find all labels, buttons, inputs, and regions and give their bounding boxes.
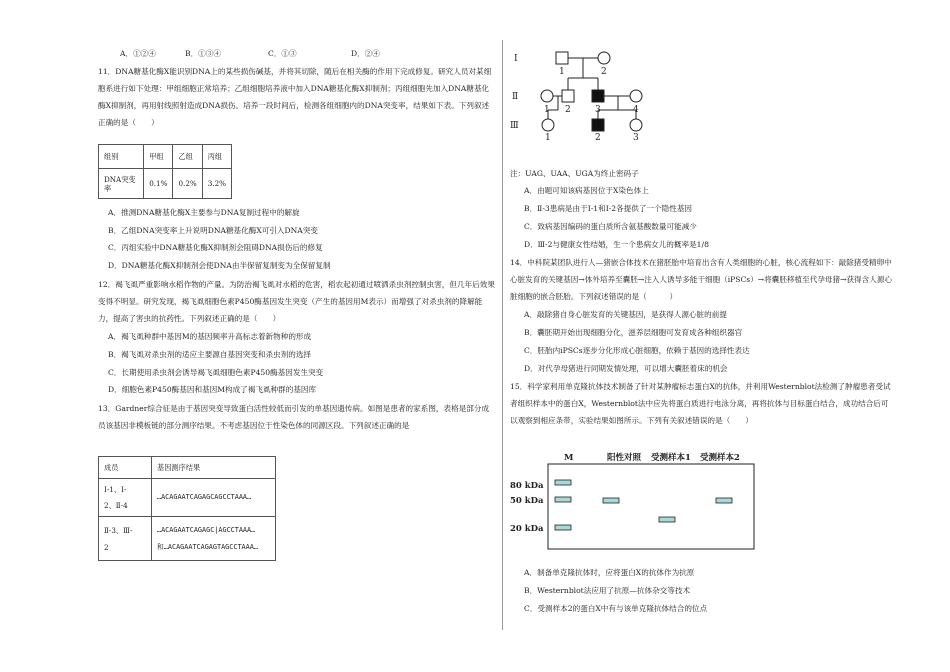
q13-row1-member-line2: 2、Ⅱ-4 (104, 500, 128, 510)
q13-table (98, 456, 276, 561)
q13-stem: 13．Gardner综合征是由于基因突变导致蛋白活性较低而引发的单基因遗传病。如图是患者的家系图，表格是部分成员该基因非模板链的部分测序结果。不考虑基因位于性染色体的同源区段。下列叙述正确的是 (98, 404, 490, 430)
gel-lane-label-sample1: 受测样本1 (651, 453, 691, 463)
q13-row2-member-line1: Ⅱ-3、Ⅲ- (104, 525, 133, 535)
pedigree-III1-num: 1 (545, 133, 551, 140)
q11-th-jia: 甲组 (144, 145, 173, 169)
pedigree-II2-male (562, 90, 574, 102)
q12-option-c: C．长期使用杀虫剂会诱导褐飞虱细胞色素P450酶基因发生突变 (108, 368, 324, 377)
pedigree-II4-num: 4 (633, 105, 639, 115)
q10-option-b: B．①③④ (185, 49, 221, 58)
gel-band-m-50 (555, 497, 571, 502)
q15-option-c: C．受测样本2的蛋白X中有与该单克隆抗体结合的位点 (524, 604, 708, 613)
q11-option-d: D．DNA糖基化酶X抑制剂会使DNA由半保留复制变为全保留复制 (108, 261, 331, 270)
q12-option-b: B．褐飞虱对杀虫剂的适应主要源自基因突变和杀虫剂的选择 (108, 350, 312, 359)
q13-row2-seq-line1: …ACAGAATCAGAGC|AGCCTAAA… (157, 525, 256, 534)
pedigree-II1-female (541, 90, 553, 102)
pedigree-II2-num: 2 (565, 105, 571, 115)
gel-lane-label-m: M (564, 453, 574, 463)
q10-option-c: C．①③ (268, 49, 297, 58)
gel-band-sample2 (716, 498, 732, 503)
q12-option-a: A．褐飞虱种群中基因M的基因频率升高标志着新物种的形成 (108, 332, 312, 341)
q13-th-member: 成员 (99, 457, 152, 479)
pedigree-I1-male (556, 52, 568, 64)
pedigree-I2-num: 2 (601, 67, 607, 77)
q14-stem: 14．中科院某团队进行人—猪嵌合体技术在猪胚胎中培育出含有人类细胞的心脏，核心流程如下：敲除猪受精卵中心脏发育的关键基因→体外培养至囊胚→注入人诱导多能干细胞（iPSCs）→将囊胚移植至代孕母猪→获得含人源心脏细胞的嵌合胚胎。下列叙述错误的是（ ） (510, 258, 893, 301)
q15-option-a: A．制备单克隆抗体时，应将蛋白X的抗体作为抗原 (524, 568, 695, 577)
pedigree-III1-female (542, 119, 554, 131)
column-divider (502, 40, 503, 630)
q12-stem: 12．褐飞虱严重影响水稻作物的产量。为防治褐飞虱对水稻的危害，稻农起初通过喷洒杀虫剂控制虫害，但几年后效果变得不明显。研究发现，褐飞虱细胞色素P450酶基因发生突变（产生的基因用M表示）而增强了对杀虫剂的降解能力，提高了害虫的抗药性。下列叙述正确的是（ ） (98, 280, 495, 323)
q13-row2-member-line2: 2 (104, 542, 109, 552)
pedigree-II1-num: 1 (544, 105, 550, 115)
pedigree-gen-II: Ⅱ (512, 92, 519, 102)
pedigree-III2-affected-male (592, 119, 604, 131)
western-blot-figure (510, 448, 770, 558)
q10-option-a: A．①②④ (120, 49, 156, 58)
q11-option-b: B．乙组DNA突变率上升说明DNA糖基化酶X可引入DNA突变 (108, 226, 318, 235)
gel-band-sample1 (659, 517, 675, 522)
q11-option-a: A．推测DNA糖基化酶X主要参与DNA复制过程中的解旋 (108, 208, 300, 217)
pedigree-gen-III: Ⅲ (510, 121, 519, 131)
q13-row2-seq (152, 517, 276, 561)
q13-option-b: B．Ⅱ-3患病是由于Ⅰ-1和Ⅰ-2各提供了一个隐性基因 (524, 204, 693, 213)
pedigree-gen-I: Ⅰ (514, 54, 518, 64)
q13-row2-member (99, 517, 152, 561)
q11-td-label: DNA突变率 (99, 169, 144, 199)
q15-stem: 15．科学家利用单克隆抗体技术制备了针对某肿瘤标志蛋白X的抗体，并利用Westernblot法检测了肿瘤患者受试者组织样本中的蛋白X，Westernblot法中应先将蛋白质进行电泳分离，再将抗体与目标蛋白结合，成功结合后可以观察到相应条带，实验结果如图所示。下列有关叙述错误的是（ ） (510, 382, 891, 425)
gel-frame (548, 464, 754, 549)
q13-option-c: C．致病基因编码的蛋白质所含氨基酸数量可能减少 (524, 222, 697, 231)
pedigree-chart (510, 40, 660, 140)
q11-stem: 11．DNA糖基化酶X能识别DNA上的某些损伤碱基，并将其切除，随后在相关酶的作用下完成修复。研究人员对某细胞系进行如下处理：甲组细胞正常培养；乙组细胞培养液中加入DNA糖基化酶X抑制剂；丙组细胞先加入DNA糖基化酶X抑制剂，再用射线照射造成DNA损伤。培养一段时间后，检测各组细胞内的DNA突变率，结果如下表。下列叙述正确的是（ ） (98, 67, 492, 127)
q11-th-yi: 乙组 (173, 145, 202, 169)
gel-band-positive (603, 498, 619, 503)
q13-th-result: 基因测序结果 (152, 457, 276, 479)
q13-row1-member-line1: Ⅰ-1、Ⅰ- (104, 484, 127, 494)
pedigree-II3-affected-male (592, 90, 604, 102)
q11-th-group: 组别 (99, 145, 144, 169)
q13-option-d: D．Ⅲ-2与健康女性结婚，生一个患病女儿的概率是1/8 (524, 240, 709, 249)
pedigree-I1-num: 1 (559, 67, 565, 77)
q11-th-bing: 丙组 (202, 145, 231, 169)
q15-option-b: B．Westernblot法应用了抗原—抗体杂交等技术 (524, 586, 691, 595)
gel-marker-80: 80 kDa (510, 481, 544, 491)
gel-marker-20: 20 kDa (510, 524, 544, 534)
codon-note: 注：UAG、UAA、UGA为终止密码子 (510, 169, 639, 178)
q10-option-d: D．②④ (351, 49, 380, 58)
q11-table (98, 144, 232, 199)
q13-row2-seq-line2: 和…ACAGAATCAGAGTAGCCTAAA… (157, 542, 258, 551)
gel-lane-label-sample2: 受测样本2 (700, 453, 740, 463)
pedigree-III2-num: 2 (595, 133, 601, 140)
q11-td-jia: 0.1% (144, 169, 173, 199)
q14-option-b: B．囊胚期开始出现细胞分化，滋养层细胞可发育成各种组织器官 (524, 328, 743, 337)
q14-option-c: C．胚胎内iPSCs逐步分化形成心脏细胞，依赖于基因的选择性表达 (524, 346, 750, 355)
q14-option-d: D．对代孕母猪进行同期发情处理，可以增大囊胚着床的机会 (524, 364, 728, 373)
pedigree-II4-female (630, 90, 642, 102)
q13-row1-seq: …ACAGAATCAGAGCAGCCTAAA… (152, 479, 276, 517)
q13-row1-member (99, 479, 152, 517)
gel-marker-50: 50 kDa (510, 496, 544, 506)
gel-lane-label-positive: 阳性对照 (607, 453, 642, 463)
q11-option-c: C．丙组实验中DNA糖基化酶X抑制剂会阻碍DNA损伤后的修复 (108, 243, 323, 252)
gel-band-m-80 (555, 480, 571, 485)
q11-td-yi: 0.2% (173, 169, 202, 199)
pedigree-III3-female (630, 119, 642, 131)
pedigree-III3-num: 3 (633, 133, 639, 140)
gel-band-m-20 (555, 525, 571, 530)
q14-option-a: A．敲除猪自身心脏发育的关键基因，是获得人源心脏的前提 (524, 310, 727, 319)
pedigree-I2-female (598, 52, 610, 64)
q11-td-bing: 3.2% (202, 169, 231, 199)
q12-option-d: D．细胞色素P450酶基因和基因M构成了褐飞虱种群的基因库 (108, 385, 317, 394)
pedigree-II3-num: 3 (595, 105, 601, 115)
q13-option-a: A．由题可知该病基因位于X染色体上 (524, 186, 649, 195)
